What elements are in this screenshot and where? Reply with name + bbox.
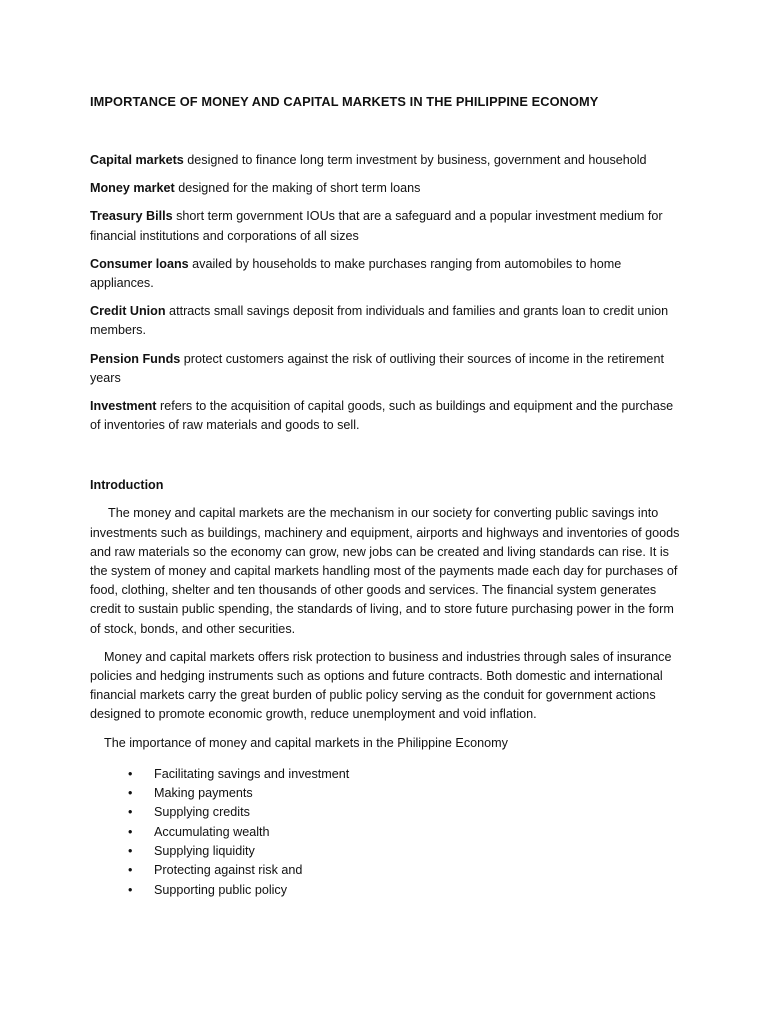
definition-text: refers to the acquisition of capital goods, such as buildings and equipment and the purchase of inventories of raw materials and goods to sell. <box>90 399 674 433</box>
list-item <box>128 881 680 900</box>
document-body <box>90 92 680 900</box>
list-item <box>128 842 680 861</box>
definition-term: Pension Funds <box>90 351 181 366</box>
list-item-text: Supplying liquidity <box>154 844 255 859</box>
definition-text: attracts small savings deposit from individuals and families and grants loan to credit union members. <box>90 304 669 338</box>
list-item <box>128 784 680 803</box>
importance-list <box>90 765 680 900</box>
document-title: IMPORTANCE OF MONEY AND CAPITAL MARKETS IN THE PHILIPPINE ECONOMY <box>90 94 599 109</box>
definition-credit-union <box>90 302 680 340</box>
list-item <box>128 765 680 784</box>
list-item <box>128 861 680 880</box>
list-item-text: Accumulating wealth <box>154 824 270 839</box>
introduction-heading: Introduction <box>90 478 164 493</box>
definition-term: Capital markets <box>90 153 184 167</box>
definition-money-market <box>90 179 680 198</box>
list-intro: The importance of money and capital markets in the Philippine Economy <box>104 735 508 750</box>
list-item-text: Protecting against risk and <box>154 863 303 878</box>
definition-text: availed by households to make purchases ranging from automobiles to home appliances. <box>90 256 622 291</box>
list-item-text: Supplying credits <box>154 805 250 820</box>
definition-term: Consumer loans <box>90 256 189 271</box>
bullet-icon: • <box>128 882 133 897</box>
list-item <box>128 823 680 842</box>
definition-text: short term government IOUs that are a safeguard and a popular investment medium for financial institutions and corporations of all sizes <box>90 209 663 243</box>
list-item <box>128 803 680 822</box>
list-item-text: Facilitating savings and investment <box>154 766 350 781</box>
definition-capital-markets <box>90 151 680 170</box>
definition-term: Treasury Bills <box>90 209 173 224</box>
intro-paragraph-2: Money and capital markets offers risk protection to business and industries through sales of insurance policies and hedging instruments such as options and future contracts. Both domestic and international financial markets carry the great burden of public policy serving as the conduit for government actions designed to promote economic growth, reduce unemployment and void inflation. <box>90 649 672 722</box>
definition-text: designed for the making of short term loans <box>174 181 421 196</box>
bullet-icon: • <box>128 786 133 801</box>
definition-consumer-loans <box>90 255 680 293</box>
definition-term: Credit Union <box>90 304 166 319</box>
bullet-icon: • <box>128 863 133 878</box>
bullet-icon: • <box>128 766 133 781</box>
bullet-icon: • <box>128 824 133 839</box>
bullet-icon: • <box>128 844 133 859</box>
definition-pension-funds <box>90 350 680 388</box>
bullet-icon: • <box>128 805 133 820</box>
definitions-section <box>90 151 680 435</box>
definition-text: protect customers against the risk of outliving their sources of income in the retirement years <box>90 351 664 385</box>
list-item-text: Supporting public policy <box>154 882 288 897</box>
definition-investment <box>90 397 680 435</box>
intro-paragraph-1: The money and capital markets are the mechanism in our society for converting public savings into investments such as buildings, machinery and equipment, airports and highways and inventories of goods and raw materials so the economy can grow, new jobs can be created and living standards can rise. It is the system of money and capital markets handling most of the payments made each day for purchases of food, clothing, shelter and ten thousands of other goods and services. The financial system generates credit to sustain public spending, the standards of living, and to store future purchasing power in the form of stock, bonds, and other securities. <box>90 506 680 636</box>
definition-text: designed to finance long term investment by business, government and household <box>183 153 647 167</box>
definition-treasury-bills <box>90 207 680 245</box>
definition-term: Investment <box>90 399 157 414</box>
definition-term: Money market <box>90 181 175 196</box>
list-item-text: Making payments <box>154 786 253 801</box>
